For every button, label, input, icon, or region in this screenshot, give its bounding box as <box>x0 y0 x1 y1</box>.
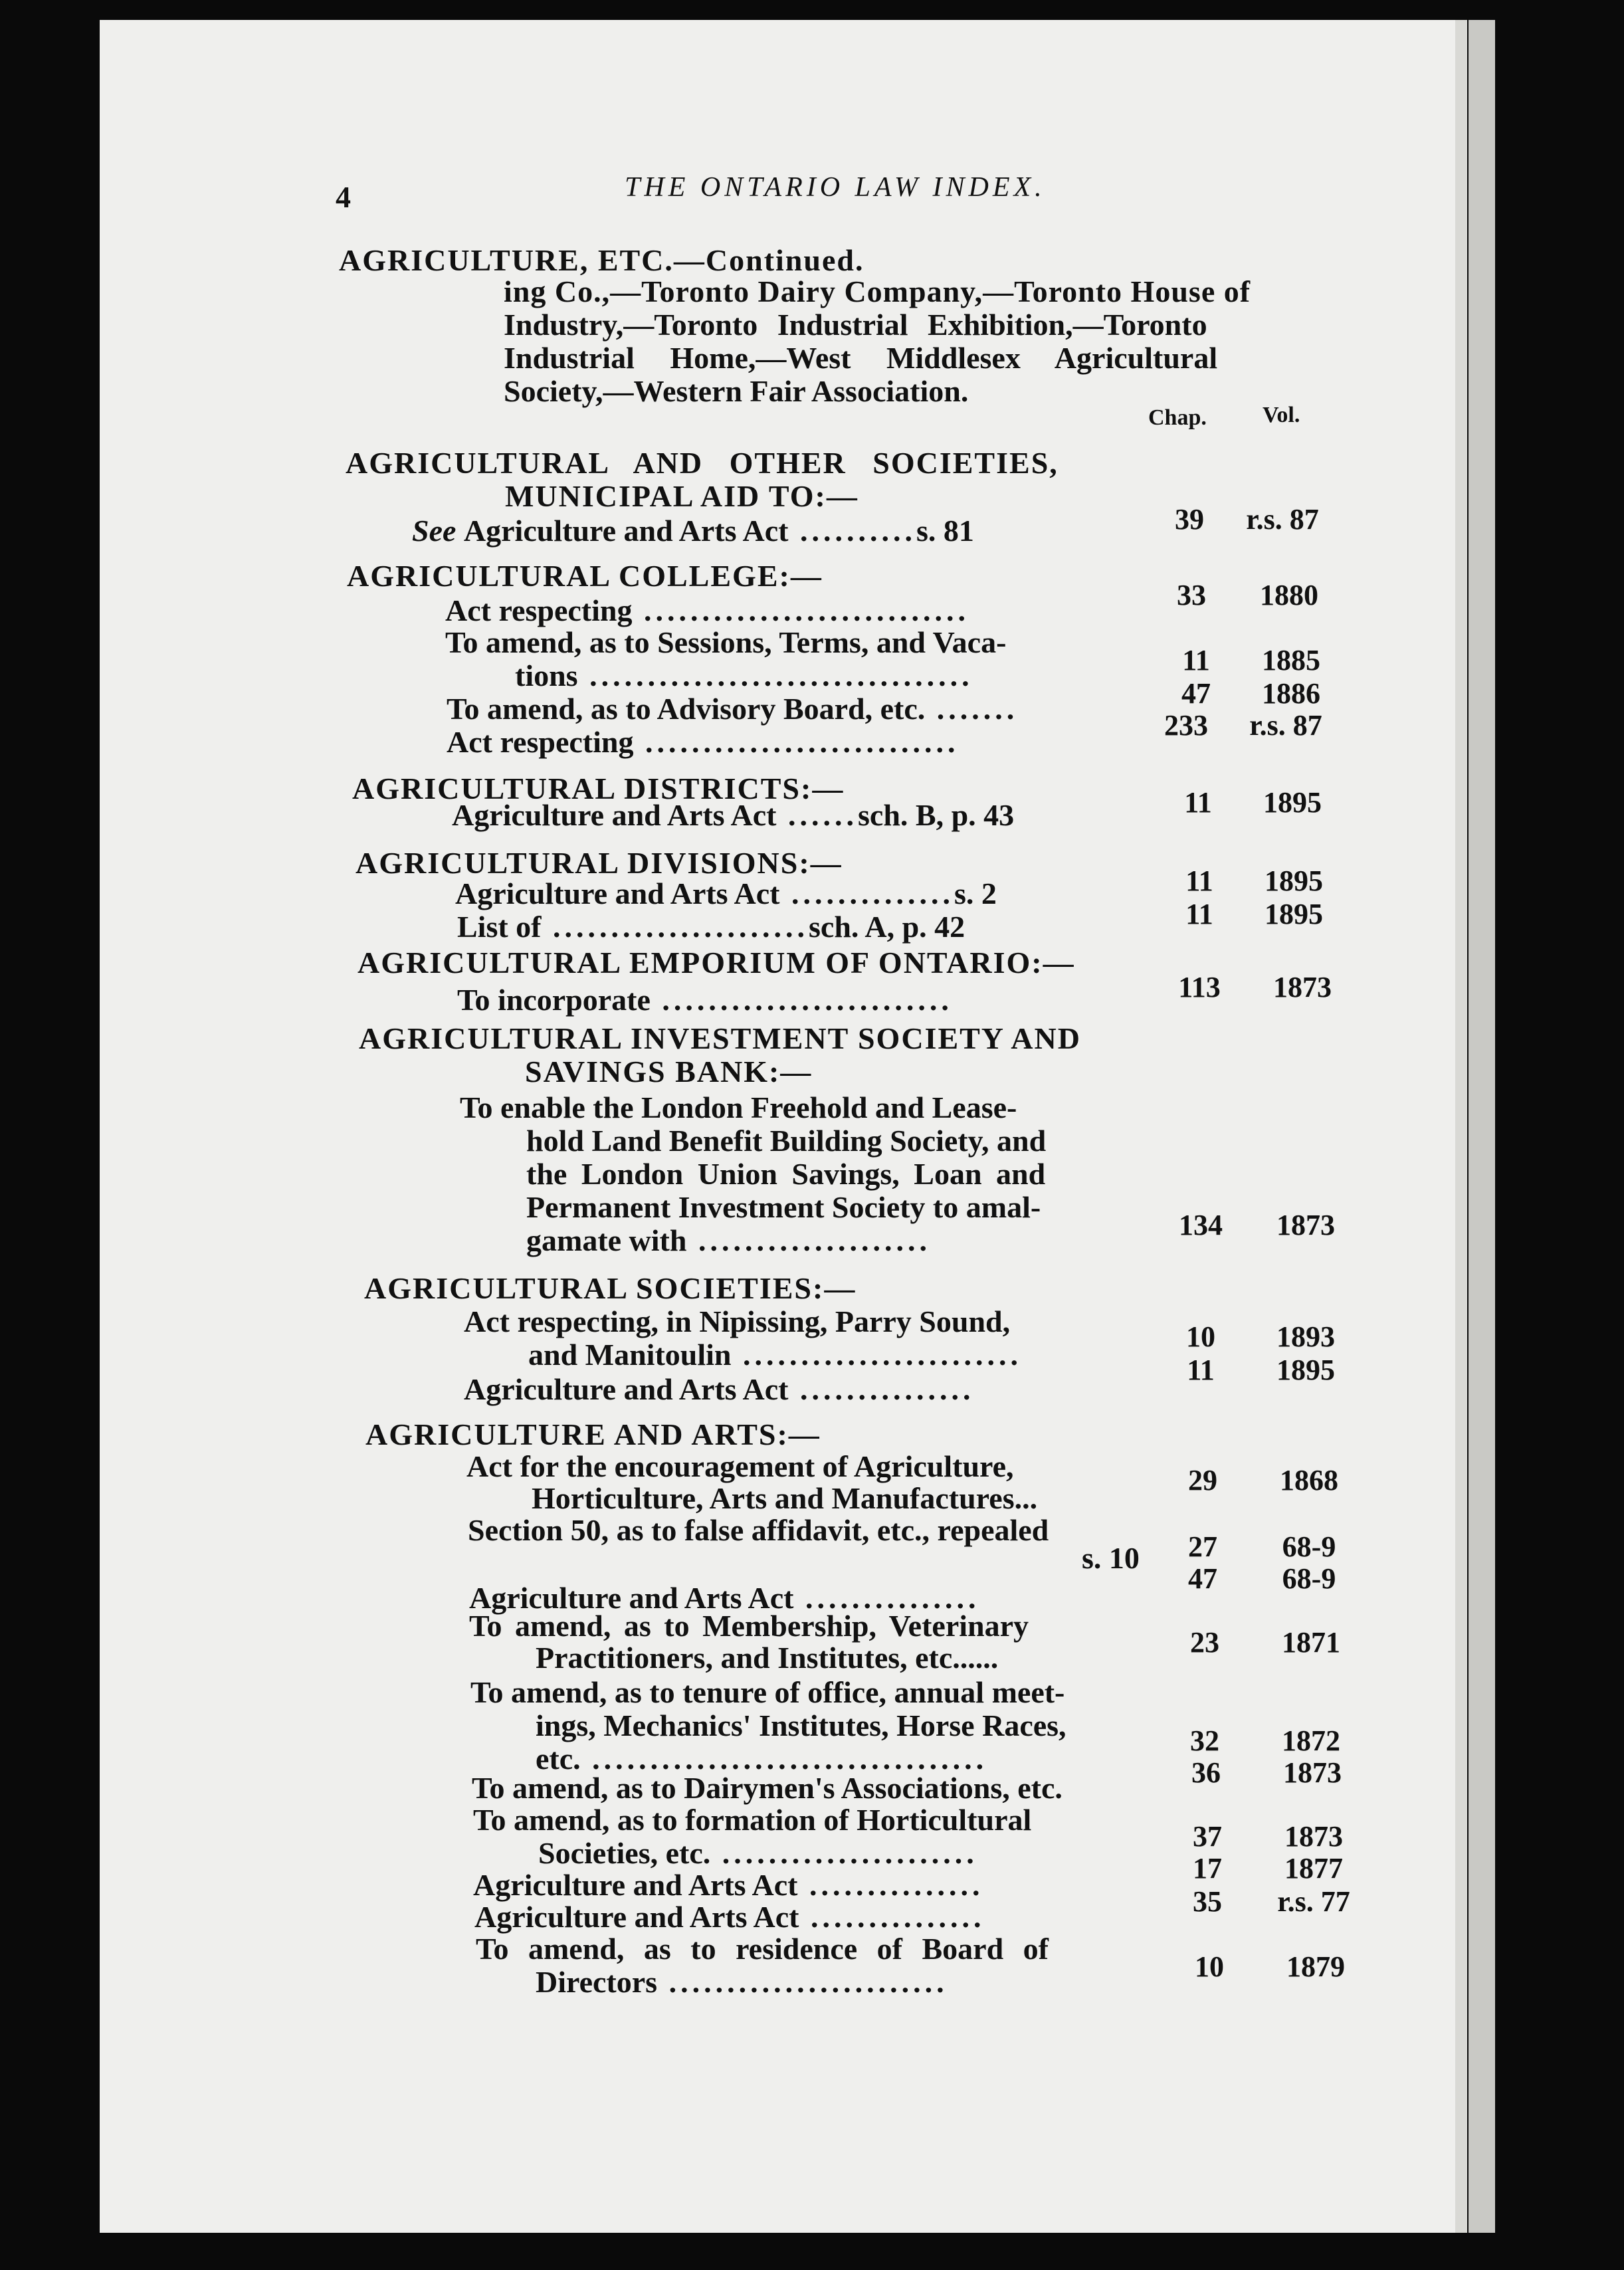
entry-text: To amend, as to Membership, Veterinary <box>469 1609 1029 1643</box>
entry-vol: 1895 <box>1265 898 1323 930</box>
page-number: 4 <box>336 180 351 214</box>
entry-ref: s. 2 <box>954 877 997 910</box>
running-title: THE ONTARIO LAW INDEX. <box>625 172 1046 203</box>
entry-chap: 39 <box>1175 503 1204 536</box>
section-heading: AGRICULTURAL COLLEGE:— <box>347 559 823 593</box>
entry-title: Agriculture and Arts Act <box>452 798 777 832</box>
continued-line: Industrial Home,—West Middlesex Agricultural <box>504 341 1218 375</box>
entry-text: To amend, as to formation of Horticultural <box>473 1803 1032 1837</box>
continued-line: Industry,—Toronto Industrial Exhibition,—Toronto <box>504 308 1207 342</box>
entry-vol: 1873 <box>1276 1209 1335 1241</box>
entry-text: Agriculture and Arts Act ............... <box>469 1581 980 1615</box>
section-heading: AGRICULTURE AND ARTS:— <box>365 1417 821 1451</box>
entry-title: Agriculture and Arts Act <box>464 1372 789 1406</box>
entry-title: tions <box>515 659 578 692</box>
entry-chap: 11 <box>1185 898 1213 930</box>
entry-chap: 47 <box>1181 677 1211 710</box>
entry-vol: r.s. 77 <box>1277 1885 1350 1918</box>
entry-text: Agriculture and Arts Act ..............s. 2 <box>455 877 997 910</box>
entry-text: To amend, as to residence of Board of <box>476 1932 1049 1966</box>
entry-text: gamate with .................... <box>526 1223 931 1257</box>
see-label: See <box>412 514 457 548</box>
entry-chap: 47 <box>1188 1562 1217 1595</box>
entry-vol: 1873 <box>1283 1756 1342 1789</box>
entry-chap: 32 <box>1190 1724 1219 1757</box>
section-heading: AGRICULTURAL DIVISIONS:— <box>355 846 843 880</box>
entry-vol: 1893 <box>1276 1320 1335 1353</box>
entry-vol: 1886 <box>1262 677 1320 710</box>
entry-vol: 1877 <box>1284 1852 1343 1885</box>
entry-title: To amend, as to Advisory Board, etc. <box>447 692 926 726</box>
entry-title: To incorporate <box>457 983 651 1017</box>
section-heading: AGRICULTURAL AND OTHER SOCIETIES, <box>346 446 1059 480</box>
entry-text: etc. .................................. <box>536 1742 988 1776</box>
entry-chap: 37 <box>1193 1820 1222 1853</box>
entry-text: Agriculture and Arts Act ............... <box>474 1900 985 1934</box>
entry-chap: 33 <box>1177 579 1206 611</box>
continued-line: Society,—Western Fair Association. <box>504 374 969 408</box>
entry-title: gamate with <box>526 1223 687 1257</box>
section-heading: AGRICULTURAL DISTRICTS:— <box>352 772 845 805</box>
entry-text: Permanent Investment Society to amal- <box>526 1190 1041 1224</box>
entry-text: Practitioners, and Institutes, etc...... <box>536 1641 999 1675</box>
section-heading: MUNICIPAL AID TO:— <box>505 479 859 513</box>
entry-text: To incorporate ......................... <box>457 983 953 1017</box>
entry-vol: 1871 <box>1282 1626 1340 1659</box>
entry-vol: 1868 <box>1280 1464 1338 1496</box>
entry-vol: 1885 <box>1262 644 1320 676</box>
entry-text: To enable the London Freehold and Lease- <box>460 1090 1017 1124</box>
entry-text: See Agriculture and Arts Act ..........s. 81 <box>412 514 974 548</box>
entry-text: Act respecting ........................... <box>447 725 960 759</box>
entry-vol: 1895 <box>1276 1354 1335 1386</box>
column-header-chap: Chap. <box>1148 405 1207 430</box>
entry-text: the London Union Savings, Loan and <box>526 1157 1046 1191</box>
entry-title: Agriculture and Arts Act <box>473 1868 798 1902</box>
entry-chap: 10 <box>1186 1320 1215 1353</box>
entry-ref: s. 81 <box>916 514 974 548</box>
entry-chap: 11 <box>1182 644 1210 676</box>
entry-title: Agriculture and Arts Act <box>469 1581 794 1615</box>
entry-ref: sch. B, p. 43 <box>858 798 1015 832</box>
entry-vol: 1895 <box>1265 865 1323 897</box>
entry-text: Agriculture and Arts Act ............... <box>464 1372 975 1406</box>
entry-chap: 17 <box>1193 1852 1222 1885</box>
continued-heading: AGRICULTURE, ETC.—Continued. <box>339 243 864 277</box>
entry-text: Act respecting ............................ <box>445 593 969 627</box>
entry-text: To amend, as to Advisory Board, etc. ....... <box>447 692 1019 726</box>
entry-text: Act respecting, in Nipissing, Parry Sound, <box>464 1304 1011 1338</box>
entry-chap: 113 <box>1178 971 1221 1003</box>
entry-chap: 36 <box>1191 1756 1221 1789</box>
entry-ref: sch. A, p. 42 <box>809 910 965 944</box>
entry-vol: 1879 <box>1286 1950 1345 1983</box>
entry-title: Directors <box>536 1965 658 1999</box>
entry-text: Agriculture and Arts Act ............... <box>473 1868 984 1902</box>
entry-text: and Manitoulin ........................ <box>528 1338 1022 1372</box>
entry-vol: 1873 <box>1284 1820 1343 1853</box>
entry-text: To amend, as to Sessions, Terms, and Vaca- <box>445 625 1007 659</box>
entry-title: Act respecting <box>445 593 633 627</box>
entry-text: List of ......................sch. A, p. 42 <box>457 910 965 944</box>
entry-vol: 1895 <box>1263 786 1322 819</box>
entry-title: Societies, etc. <box>538 1836 711 1870</box>
entry-vol: 68-9 <box>1282 1530 1336 1563</box>
entry-title: Act respecting <box>447 725 634 759</box>
entry-chap: 23 <box>1190 1626 1219 1659</box>
entry-title: Agriculture and Arts Act <box>463 514 789 548</box>
entry-text: hold Land Benefit Building Society, and <box>526 1124 1047 1158</box>
entry-vol: 1872 <box>1282 1724 1340 1757</box>
entry-chap: 29 <box>1188 1464 1217 1496</box>
entry-text: Societies, etc. ...................... <box>538 1836 978 1870</box>
entry-text: ings, Mechanics' Institutes, Horse Races, <box>536 1708 1066 1742</box>
entry-text: Section 50, as to false affidavit, etc., repealed <box>468 1513 1049 1547</box>
entry-vol: r.s. 87 <box>1249 709 1322 742</box>
entry-chap: 11 <box>1187 1354 1215 1386</box>
entry-title: Agriculture and Arts Act <box>455 877 780 910</box>
entry-text: Act for the encouragement of Agriculture, <box>466 1449 1014 1483</box>
section-heading: AGRICULTURAL INVESTMENT SOCIETY AND <box>359 1021 1081 1055</box>
continued-line: ing Co.,—Toronto Dairy Company,—Toronto House of <box>504 274 1251 308</box>
entry-title: and Manitoulin <box>528 1338 732 1372</box>
entry-text: Directors ........................ <box>536 1965 948 1999</box>
entry-ref: s. 10 <box>1082 1541 1140 1575</box>
section-heading: AGRICULTURAL SOCIETIES:— <box>364 1271 857 1305</box>
entry-vol: 1873 <box>1273 971 1332 1003</box>
entry-chap: 11 <box>1184 786 1212 819</box>
entry-chap: 134 <box>1179 1209 1223 1241</box>
entry-vol: r.s. 87 <box>1246 503 1319 536</box>
entry-title: etc. <box>536 1742 581 1776</box>
entry-title: Agriculture and Arts Act <box>474 1900 799 1934</box>
entry-chap: 11 <box>1185 865 1213 897</box>
entry-text: To amend, as to Dairymen's Associations, etc. <box>472 1771 1063 1805</box>
entry-chap: 27 <box>1188 1530 1217 1563</box>
entry-text: Horticulture, Arts and Manufactures... <box>532 1481 1038 1515</box>
entry-title: List of <box>457 910 542 944</box>
entry-chap: 233 <box>1164 709 1208 742</box>
entry-chap: 35 <box>1193 1885 1222 1918</box>
entry-text: tions ................................. <box>515 659 973 692</box>
entry-chap: 10 <box>1195 1950 1224 1983</box>
column-header-vol: Vol. <box>1263 403 1300 427</box>
section-heading: AGRICULTURAL EMPORIUM OF ONTARIO:— <box>357 946 1075 980</box>
entry-vol: 1880 <box>1260 579 1318 611</box>
entry-text: Agriculture and Arts Act ......sch. B, p. 43 <box>452 798 1015 832</box>
entry-vol: 68-9 <box>1282 1562 1336 1595</box>
entry-text: To amend, as to tenure of office, annual meet- <box>470 1675 1065 1709</box>
section-heading: SAVINGS BANK:— <box>525 1055 813 1088</box>
